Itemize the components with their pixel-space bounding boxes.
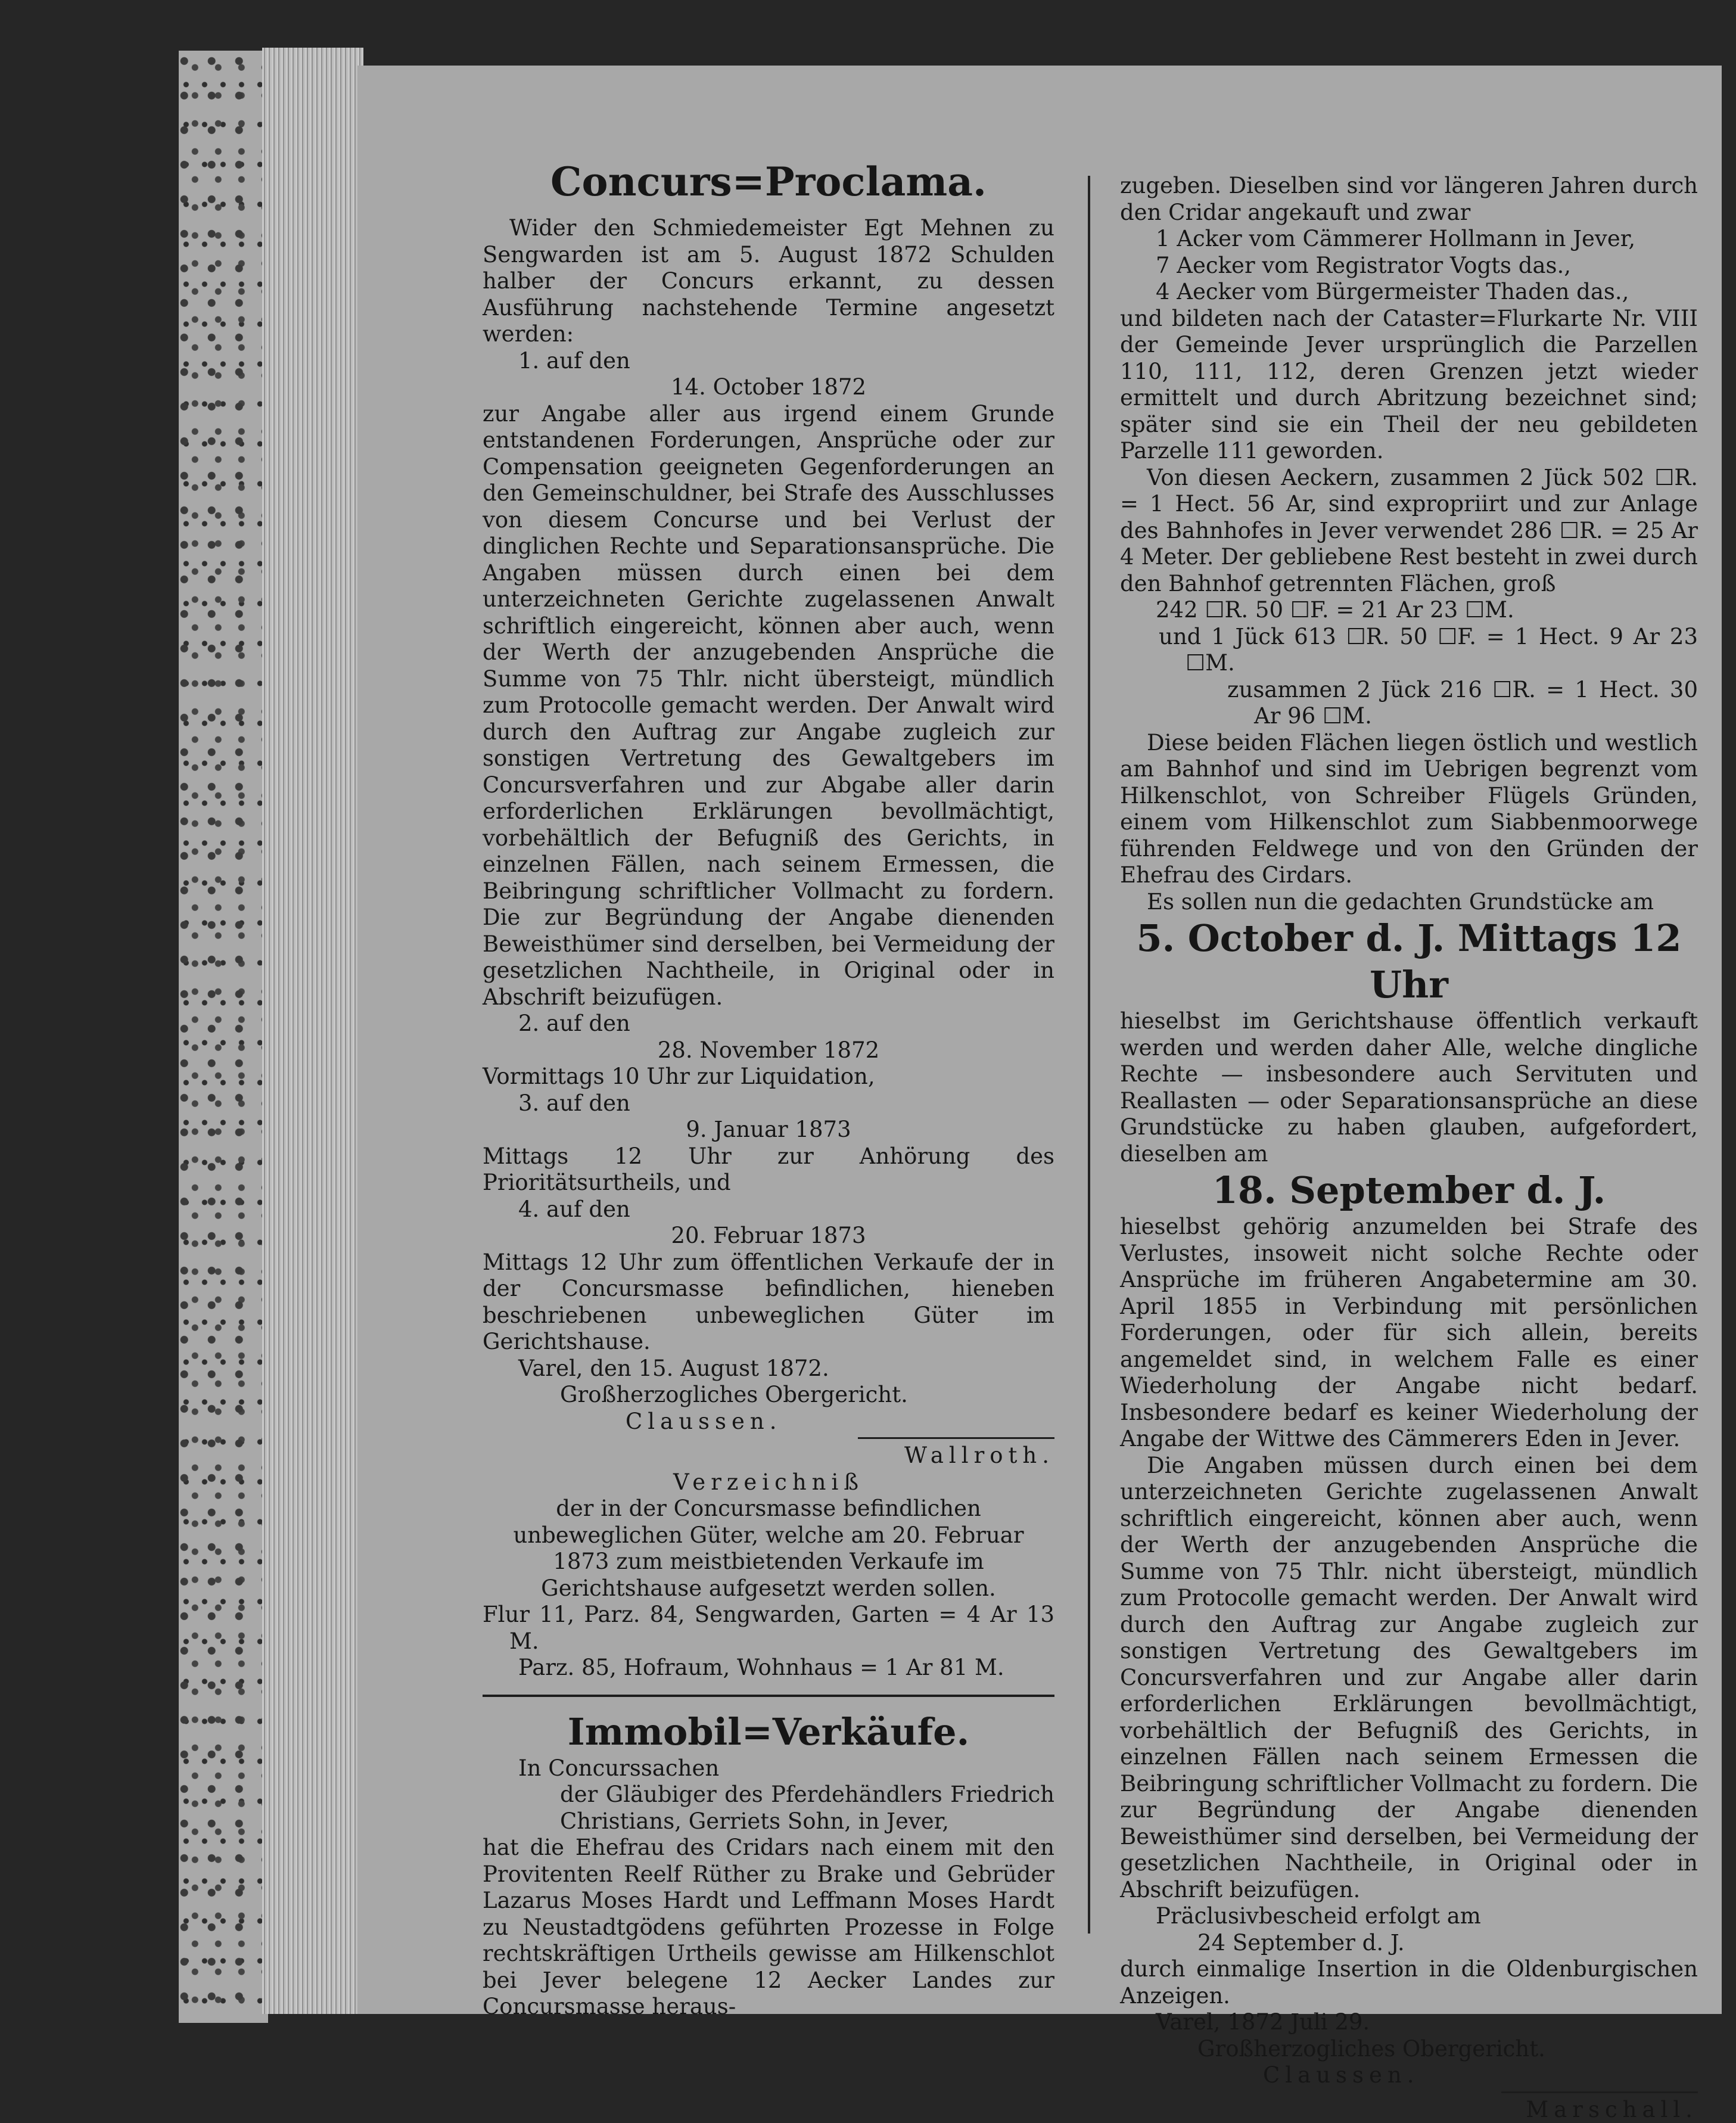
verzeichnis-title: Verzeichniß [483,1469,1054,1496]
left-column [483,158,1054,1957]
flur-entry-1: Flur 11, Parz. 84, Sengwarden, Garten = 4 Ar 13 M. [483,1602,1054,1655]
right-cont2: und bildeten nach der Cataster=Flurkarte Nr. VIII der Gemeinde Jever ursprünglich die Parzellen 110, 111, 112, deren Grenzen jetzt wieder ermittelt und durch Abritzung bezeichnet sind; später sind sie ein Theil der neu gebildeten Parzelle 111 geworden. [1120,306,1698,465]
right-signature-rule [1501,2091,1698,2093]
court-name: Großherzogliches Obergericht. [483,1382,1054,1409]
right-area2: und 1 Jück 613 ☐R. 50 ☐F. = 1 Hect. 9 Ar 23 ☐M. [1120,624,1698,677]
term1-date: 14. October 1872 [483,374,1054,401]
right-para-anmelden: hieselbst gehörig anzumelden bei Strafe des Verlustes, insoweit nicht solche Rechte oder Ansprüche im früheren Angabetermine am 30. April 1855 in Verbindung mit persönlichen Forderungen, oder für sich allein, bereits angemeldet sind, in welchem Falle es einer Wiederholung der Angabe nicht bedarf. Insbesondere bedarf es keiner Wiederholung der Angabe der Wittwe des Cämmerers Eden in Jever. [1120,1214,1698,1453]
flur-entry-2: Parz. 85, Hofraum, Wohnhaus = 1 Ar 81 M. [483,1655,1054,1681]
term2-text: Vormittags 10 Uhr zur Liquidation, [483,1064,1054,1090]
term3-date: 9. Januar 1873 [483,1117,1054,1143]
term3-text: Mittags 12 Uhr zur Anhörung des Prioritätsurtheils, und [483,1143,1054,1196]
right-praecl: Präclusivbescheid erfolgt am [1120,1903,1698,1930]
term4-date: 20. Februar 1873 [483,1223,1054,1249]
verzeichnis-text: der in der Concursmasse befindlichen unbeweglichen Güter, welche am 20. Februar 1873 zum meistbietenden Verkaufe im Gerichtshause aufgesetzt werden sollen. [483,1496,1054,1602]
right-area3: zusammen 2 Jück 216 ☐R. = 1 Hect. 30 Ar 96 ☐M. [1120,677,1698,730]
right-item2: 7 Aecker vom Registrator Vogts das., [1120,253,1698,279]
immobil-line1: In Concurssachen [483,1755,1054,1782]
right-signature-claussen: Claussen. [1120,2062,1698,2089]
concurs-title: Concurs=Proclama. [483,158,1054,206]
right-place-date: Varel, 1872 Juli 29. [1120,2009,1698,2036]
immobil-title: Immobil=Verkäufe. [483,1709,1054,1755]
right-para-verkauft: hieselbst im Gerichtshause öffentlich verkauft werden und werden daher Alle, welche dingliche Rechte — insbesondere auch Servituten und Reallasten — oder Separationsansprüche an diese Grundstücke zu haben glauben, aufgefordert, dieselben am [1120,1008,1698,1167]
signature-claussen: Claussen. [483,1409,1054,1435]
right-column [1120,173,1698,1954]
place-date: Varel, den 15. August 1872. [483,1356,1054,1382]
right-para-angaben: Die Angaben müssen durch einen bei dem unterzeichneten Gerichte zugelassenen Anwalt schriftlich eingereicht, können aber auch, wenn der Werth der anzugebenden Ansprüche die Summe von 75 Thlr. nicht übersteigt, mündlich zum Protocolle gemacht werden. Der Anwalt wird durch den Auftrag zur Angabe zugleich zur sonstigen Vertretung des Gewaltgebers im Concursverfahren und zur Angabe aller darin erforderlichen Erklärungen bevollmächtigt, vorbehältlich der Befugniß des Gerichts, in einzelnen Fällen nach seinem Ermessen die Beibringung schriftlicher Vollmacht zu fordern. Die zur Begründung der Angabe dienenden Beweisthümer sind derselben, bei Vermeidung der gesetzlichen Nachtheile, in Original oder in Abschrift beizufügen. [1120,1453,1698,1904]
right-date-big2: 18. September d. J. [1120,1167,1698,1214]
right-date-big1: 5. October d. J. Mittags 12 Uhr [1120,915,1698,1008]
term4-text: Mittags 12 Uhr zum öffentlichen Verkaufe der in der Concursmasse befindlichen, hieneben beschriebenen unbeweglichen Güter im Gerichtshause. [483,1249,1054,1356]
term2-date: 28. November 1872 [483,1037,1054,1064]
right-insertion: durch einmalige Insertion in die Oldenburgischen Anzeigen. [1120,1956,1698,2009]
page-stack-edge [262,48,363,2014]
right-para-flaechen: Diese beiden Flächen liegen östlich und westlich am Bahnhof und sind im Uebrigen begrenzt vom Hilkenschlot, von Schreiber Flügels Gründen, einem vom Hilkenschlot zum Siabbenmoorwege führenden Feldwege und von den Gründen der Ehefrau des Cirdars. [1120,730,1698,889]
right-para-sollen: Es sollen nun die gedachten Grundstücke am [1120,889,1698,916]
right-area1: 242 ☐R. 50 ☐F. = 21 Ar 23 ☐M. [1120,597,1698,624]
signature-wallroth: Wallroth. [483,1443,1054,1469]
book-edge-speckled [179,51,268,2023]
term4-head: 4. auf den [483,1196,1054,1223]
term3-head: 3. auf den [483,1090,1054,1117]
concurs-intro: Wider den Schmiedemeister Egt Mehnen zu Sengwarden ist am 5. August 1872 Schulden halber der Concurs erkannt, zu dessen Ausführung nachstehende Termine angesetzt werden: [483,215,1054,348]
right-signature-marschall: Marschall. [1120,2097,1698,2123]
right-cont1: zugeben. Dieselben sind vor längeren Jahren durch den Cridar angekauft und zwar [1120,173,1698,226]
column-divider [1088,176,1090,1934]
right-item3: 4 Aecker vom Bürgermeister Thaden das., [1120,279,1698,306]
immobil-text: hat die Ehefrau des Cridars nach einem mit den Provitenten Reelf Rüther zu Brake und Gebrüder Lazarus Moses Hardt und Leffmann Moses Hardt zu Neustadtgödens geführten Prozesse in Folge rechtskräftigen Urtheils gewisse am Hilkenschlot bei Jever belegene 12 Aecker Landes zur Concursmasse heraus- [483,1835,1054,2021]
section-rule [483,1695,1054,1697]
signature-rule [858,1437,1054,1439]
term2-head: 2. auf den [483,1011,1054,1037]
right-item1: 1 Acker vom Cämmerer Hollmann in Jever, [1120,226,1698,253]
right-praecl-date: 24 September d. J. [1120,1930,1698,1957]
right-para-acker: Von diesen Aeckern, zusammen 2 Jück 502 ☐R. = 1 Hect. 56 Ar, sind expropriirt und zur Anlage des Bahnhofes in Jever verwendet 286 ☐R. = 25 Ar 4 Meter. Der gebliebene Rest besteht in zwei durch den Bahnhof getrennten Flächen, groß [1120,465,1698,598]
immobil-line2: der Gläubiger des Pferdehändlers Friedrich Christians, Gerriets Sohn, in Jever, [483,1782,1054,1835]
term1-text: zur Angabe aller aus irgend einem Grunde entstandenen Forderungen, Ansprüche oder zur Compensation geeigneten Gegenforderungen an den Gemeinschuldner, bei Strafe des Ausschlusses von diesem Concurse und bei Verlust der dinglichen Rechte und Separationsansprüche. Die Angaben müssen durch einen bei dem unterzeichneten Gerichte zugelassenen Anwalt schriftlich eingereicht, können aber auch, wenn der Werth der anzugebenden Ansprüche die Summe von 75 Thlr. nicht übersteigt, mündlich zum Protocolle gemacht werden. Der Anwalt wird durch den Auftrag zur Angabe zugleich zur sonstigen Vertretung des Gewaltgebers im Concursverfahren und zur Abgabe aller darin erforderlichen Erklärungen bevollmächtigt, vorbehältlich der Befugniß des Gerichts, in einzelnen Fällen, nach seinem Ermessen, die Beibringung schriftlicher Vollmacht zu fordern. Die zur Begründung der Angabe dienenden Beweisthümer sind derselben, bei Vermeidung der gesetzlichen Nachtheile, in Original oder in Abschrift beizufügen. [483,401,1054,1011]
term1-head: 1. auf den [483,348,1054,375]
right-court: Großherzogliches Obergericht. [1120,2036,1698,2063]
